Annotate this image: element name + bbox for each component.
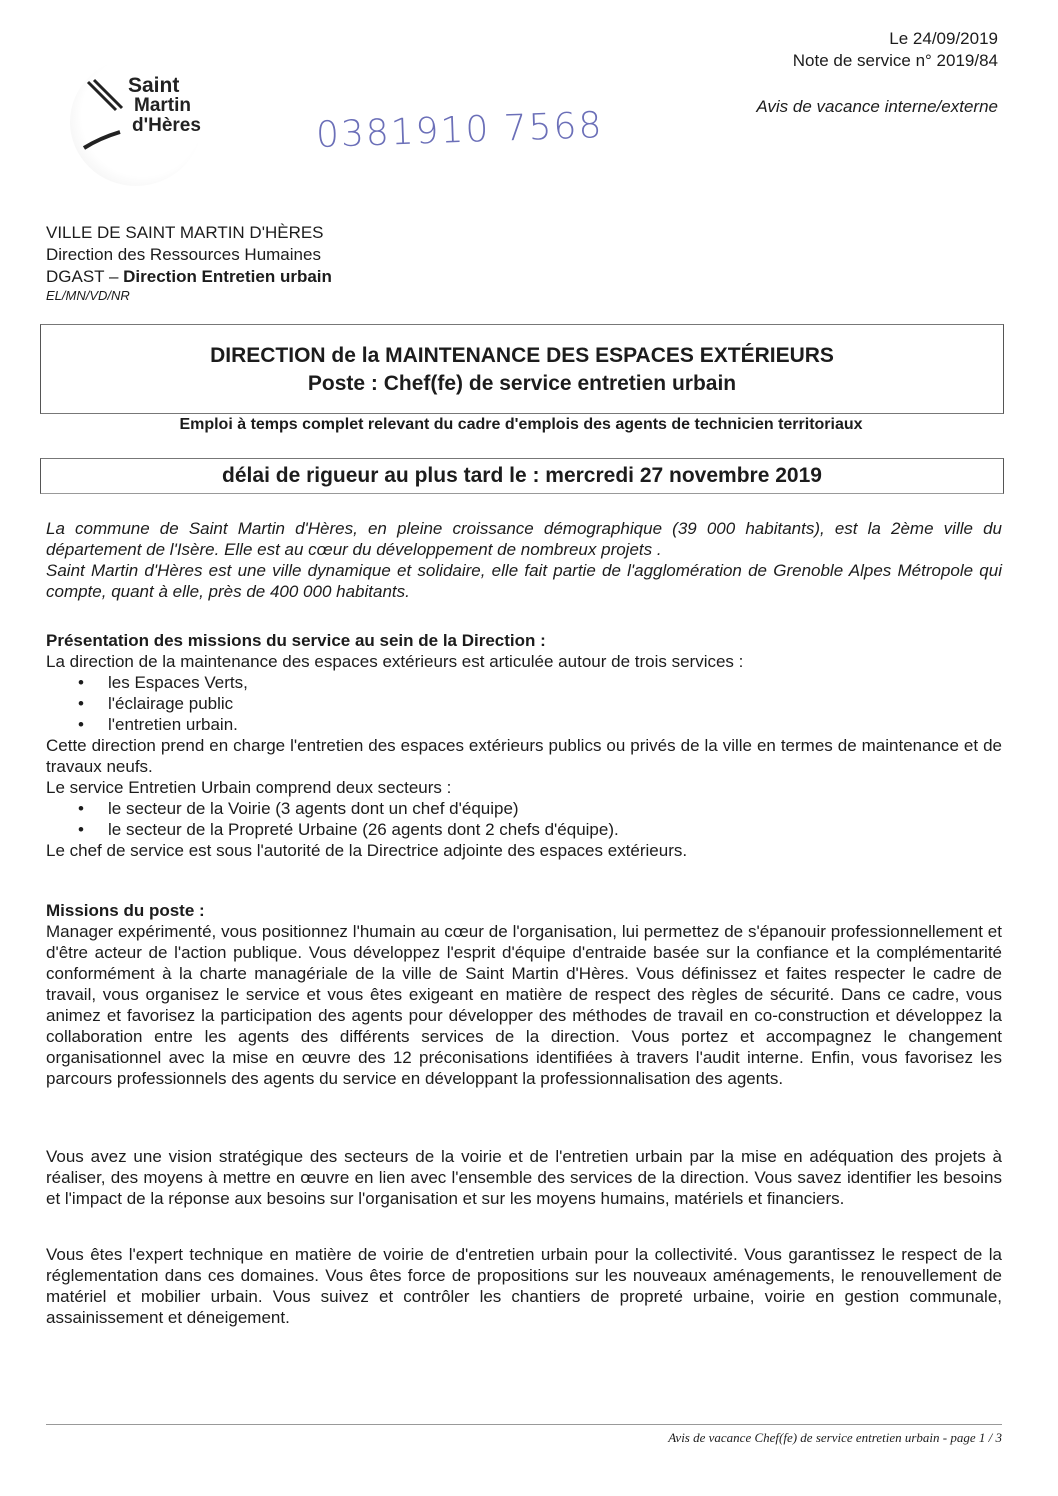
presentation-lead: La direction de la maintenance des espaces extérieurs est articulée autour de trois services : — [46, 652, 744, 671]
missions-paragraph-2: Vous avez une vision stratégique des secteurs de la voirie et de l'entretien urbain par la mise en adéquation des projets à réaliser, des moyens à mettre en œuvre en lien avec l'ensemble des services de la direction. Vous savez identifier les besoins et l'impact de la réponse aux besoins sur l'organisation et sur les moyens humains, matériels et financiers. — [46, 1147, 1002, 1208]
dgast-line — [46, 266, 332, 288]
deadline-text: délai de rigueur au plus tard le : mercredi 27 novembre 2019 — [222, 464, 822, 487]
missions-paragraph-2-wrap — [46, 1146, 1002, 1209]
presentation-charge: Cette direction prend en charge l'entretien des espaces extérieurs publics ou privés de la ville en termes de maintenance et de travaux neufs. — [46, 736, 1002, 776]
list-item: • l'éclairage public — [46, 693, 1002, 714]
missions-section — [46, 900, 1002, 1089]
position-title: Poste : Chef(fe) de service entretien urbain — [307, 372, 737, 395]
title-box — [40, 324, 1004, 414]
presentation-heading: Présentation des missions du service au sein de la Direction : — [46, 631, 546, 650]
service-note-number: Note de service n° 2019/84 — [792, 51, 998, 70]
missions-paragraph-1: Manager expérimenté, vous positionnez l'humain au cœur de l'organisation, lui permettez de s'épanouir professionnellement et d'être acteur de l'action publique. Vous développez l'esprit d'équipe d'entraide basée sur la confiance et la complémentarité conformément à la charte managériale de la ville de Saint Martin d'Hères. Vous définissez et faites respecter le cadre de travail, vous organisez le service et vous êtes exigeant en matière de respect des règles de sécurité. Dans ce cadre, vous animez et favorisez la participation des agents pour développer des méthodes de travail en co-construction et développez la collaboration entre les agents des différents services de la direction. Vous portez et accompagnez le changement organisationnel avec la mise en œuvre des 12 préconisations identifiées à travers l'audit interne. Enfin, vous favorisez les parcours professionnels des agents du service en développant la professionnalisation des agents. — [46, 922, 1002, 1088]
authority-line: Le chef de service est sous l'autorité de la Directrice adjointe des espaces extérieurs. — [46, 841, 688, 860]
employment-frame: Emploi à temps complet relevant du cadre d'emplois des agents de technicien territoriaux — [179, 416, 863, 433]
logo-line-3: d'Hères — [132, 115, 201, 136]
page-footer: Avis de vacance Chef(fe) de service entretien urbain - page 1 / 3 — [668, 1430, 1002, 1445]
footer-divider — [46, 1424, 1002, 1425]
list-item: • l'entretien urbain. — [46, 714, 1002, 735]
missions-paragraph-3: Vous êtes l'expert technique en matière de voirie de d'entretien urbain pour la collectivité. Vous garantissez le respect de la réglementation dans ces domaines. Vous êtes force de propositions sur les nouveaux aménagements, le renouvellement de matériel et mobilier urbain. Vous suivez et contrôler les chantiers de propreté urbaine, voirie en gestion communale, assainissement et déneigement. — [46, 1245, 1002, 1327]
dgast-direction: Direction Entretien urbain — [123, 267, 332, 286]
issuer-block — [46, 222, 332, 304]
handwritten-reference-number: 0381910 7568 — [315, 104, 605, 157]
document-reference — [793, 28, 998, 72]
direction-title: DIRECTION de la MAINTENANCE DES ESPACES EXTÉRIEURS — [210, 344, 834, 367]
city-logo — [70, 58, 210, 188]
intro-section — [46, 518, 1002, 602]
logo-line-2: Martin — [134, 95, 191, 116]
intro-paragraph-2: Saint Martin d'Hères est une ville dynamique et solidaire, elle fait partie de l'agglomération de Grenoble Alpes Métropole qui compte, quant à elle, près de 400 000 habitants. — [46, 561, 1002, 601]
document-date: Le 24/09/2019 — [889, 29, 998, 48]
logo-wordmark — [128, 76, 201, 136]
list-item: • les Espaces Verts, — [46, 672, 1002, 693]
presentation-section — [46, 630, 1002, 861]
city-name: VILLE DE SAINT MARTIN D'HÈRES — [46, 223, 324, 242]
list-item: • le secteur de la Propreté Urbaine (26 agents dont 2 chefs d'équipe). — [46, 819, 1002, 840]
missions-heading: Missions du poste : — [46, 901, 205, 920]
sectors-lead: Le service Entretien Urbain comprend deux secteurs : — [46, 778, 452, 797]
vacancy-type: Avis de vacance interne/externe — [756, 97, 998, 116]
hr-direction: Direction des Ressources Humaines — [46, 245, 321, 264]
dgast-prefix: DGAST – — [46, 267, 124, 286]
logo-line-1: Saint — [128, 74, 180, 97]
author-initials: EL/MN/VD/NR — [46, 288, 130, 303]
deadline-box — [40, 458, 1004, 494]
missions-paragraph-3-wrap — [46, 1244, 1002, 1328]
intro-paragraph-1: La commune de Saint Martin d'Hères, en pleine croissance démographique (39 000 habitants), est la 2ème ville du département de l'Isère. Elle est au cœur du développement de nombreux projets . — [46, 519, 1002, 559]
list-item: • le secteur de la Voirie (3 agents dont un chef d'équipe) — [46, 798, 1002, 819]
